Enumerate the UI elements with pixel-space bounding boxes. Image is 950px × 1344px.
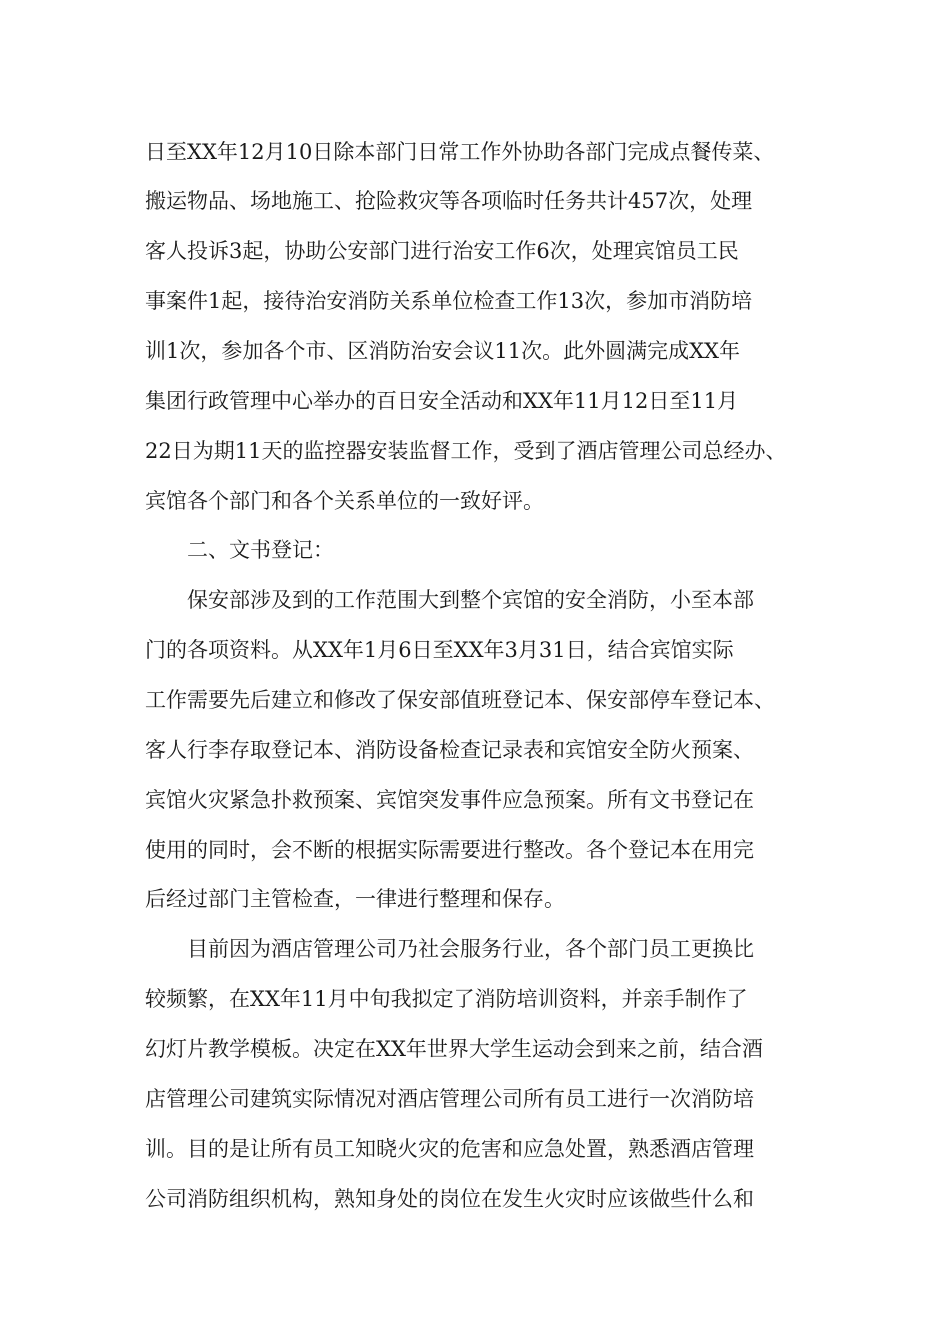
text-line: 公司消防组织机构，熟知身处的岗位在发生火灾时应该做些什么和: [145, 1187, 754, 1211]
text-line: 使用的同时，会不断的根据实际需要进行整改。各个登记本在用完: [145, 838, 754, 862]
text-line: 幻灯片教学模板。决定在XX年世界大学生运动会到来之前，结合酒: [145, 1037, 763, 1061]
text-line: 事案件1起，接待治安消防关系单位检查工作13次，参加市消防培: [145, 289, 753, 313]
text-line: 搬运物品、场地施工、抢险救灾等各项临时任务共计457次，处理: [145, 189, 753, 213]
text-line: 集团行政管理中心举办的百日安全活动和XX年11月12日至11月: [145, 389, 739, 413]
text-line: 日至XX年12月10日除本部门日常工作外协助各部门完成点餐传菜、: [145, 140, 775, 164]
text-line: 客人行李存取登记本、消防设备检查记录表和宾馆安全防火预案、: [145, 738, 754, 762]
section-heading: 二、文书登记：: [187, 538, 334, 562]
text-line: 22日为期11天的监控器安装监督工作，受到了酒店管理公司总经办、: [145, 439, 787, 463]
text-line: 客人投诉3起，协助公安部门进行治安工作6次，处理宾馆员工民: [145, 239, 739, 263]
text-line: 工作需要先后建立和修改了保安部值班登记本、保安部停车登记本、: [145, 688, 775, 712]
text-line: 宾馆火灾紧急扑救预案、宾馆突发事件应急预案。所有文书登记在: [145, 788, 754, 812]
text-line: 训。目的是让所有员工知晓火灾的危害和应急处置，熟悉酒店管理: [145, 1137, 754, 1161]
text-line: 较频繁，在XX年11月中旬我拟定了消防培训资料，并亲手制作了: [145, 987, 748, 1011]
text-line: 店管理公司建筑实际情况对酒店管理公司所有员工进行一次消防培: [145, 1087, 754, 1111]
text-line: 门的各项资料。从XX年1月6日至XX年3月31日，结合宾馆实际: [145, 638, 734, 662]
text-line: 训1次，参加各个市、区消防治安会议11次。此外圆满完成XX年: [145, 339, 740, 363]
text-line: 目前因为酒店管理公司乃社会服务行业，各个部门员工更换比: [187, 937, 754, 961]
text-line: 保安部涉及到的工作范围大到整个宾馆的安全消防，小至本部: [187, 588, 754, 612]
text-line: 后经过部门主管检查，一律进行整理和保存。: [145, 887, 565, 911]
text-line: 宾馆各个部门和各个关系单位的一致好评。: [145, 489, 544, 513]
